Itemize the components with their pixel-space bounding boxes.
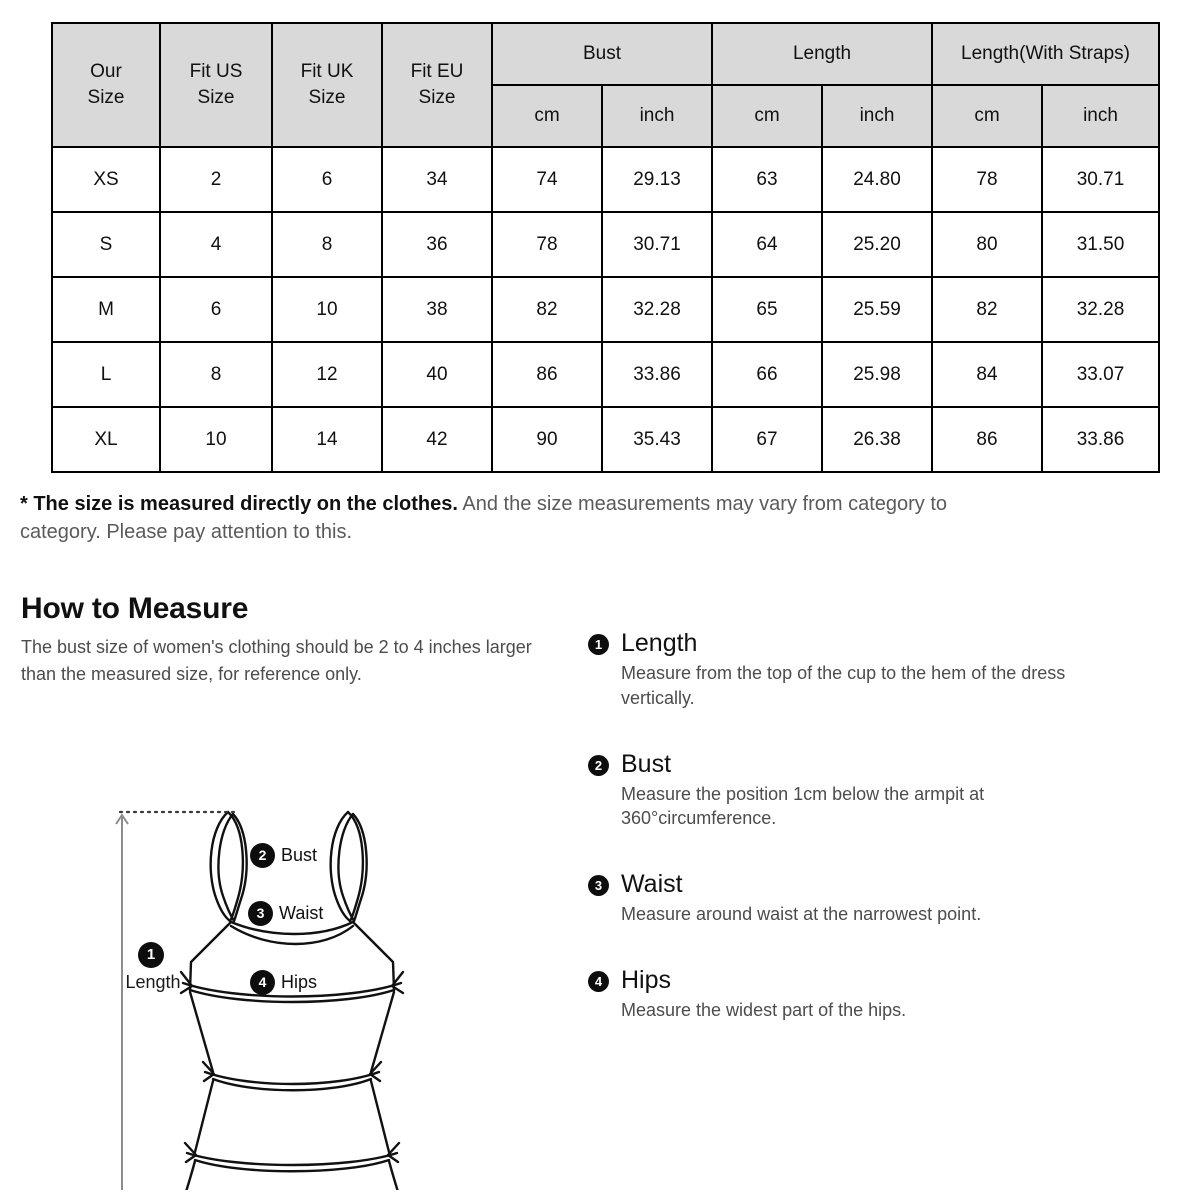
header-fit-us-size: Fit US Size bbox=[160, 23, 272, 147]
cell-bust-inch: 29.13 bbox=[602, 147, 712, 212]
step-title: Length bbox=[621, 629, 698, 657]
measure-step-bust bbox=[588, 751, 1118, 832]
step-number-badge-icon: 1 bbox=[588, 634, 609, 655]
cell-straps-inch: 33.07 bbox=[1042, 342, 1159, 407]
step-number-badge-icon: 2 bbox=[588, 755, 609, 776]
measure-step-length bbox=[588, 630, 1118, 711]
step-description: Measure the position 1cm below the armpit at 360°circumference. bbox=[621, 783, 985, 829]
table-row bbox=[52, 212, 1159, 277]
table-row bbox=[52, 277, 1159, 342]
how-to-measure-title: How to Measure bbox=[21, 592, 249, 625]
header-fit-uk-size: Fit UK Size bbox=[272, 23, 382, 147]
cell-us: 4 bbox=[160, 212, 272, 277]
cell-straps-cm: 80 bbox=[932, 212, 1042, 277]
cell-straps-inch: 31.50 bbox=[1042, 212, 1159, 277]
cell-bust-cm: 82 bbox=[492, 277, 602, 342]
header-straps-cm: cm bbox=[932, 85, 1042, 147]
cell-length-cm: 67 bbox=[712, 407, 822, 472]
waist-band-label: Waist bbox=[279, 903, 324, 923]
cell-length-inch: 25.20 bbox=[822, 212, 932, 277]
cell-bust-cm: 78 bbox=[492, 212, 602, 277]
cell-bust-cm: 86 bbox=[492, 342, 602, 407]
cell-uk: 6 bbox=[272, 147, 382, 212]
length-dimension-badge-icon: 1 bbox=[138, 942, 164, 968]
cell-length-cm: 63 bbox=[712, 147, 822, 212]
cell-straps-inch: 30.71 bbox=[1042, 147, 1159, 212]
cell-bust-inch: 30.71 bbox=[602, 212, 712, 277]
header-our-size: Our Size bbox=[52, 23, 160, 147]
cell-straps-cm: 82 bbox=[932, 277, 1042, 342]
header-bust-inch: inch bbox=[602, 85, 712, 147]
table-row bbox=[52, 407, 1159, 472]
cell-size: L bbox=[52, 342, 160, 407]
header-length-cm: cm bbox=[712, 85, 822, 147]
cell-length-cm: 65 bbox=[712, 277, 822, 342]
cell-size: M bbox=[52, 277, 160, 342]
step-description: Measure around waist at the narrowest point. bbox=[621, 904, 982, 925]
length-dimension-label: Length bbox=[125, 972, 181, 992]
cell-eu: 34 bbox=[382, 147, 492, 212]
cell-eu: 42 bbox=[382, 407, 492, 472]
measure-steps-list bbox=[588, 630, 1118, 1023]
size-table-container bbox=[51, 22, 1152, 473]
cell-straps-cm: 86 bbox=[932, 407, 1042, 472]
table-row bbox=[52, 342, 1159, 407]
bust-band-label: Bust bbox=[281, 845, 318, 865]
step-title: Hips bbox=[621, 966, 672, 995]
cell-straps-cm: 78 bbox=[932, 147, 1042, 212]
hips-band-badge-icon: 4 bbox=[250, 970, 275, 995]
waist-band-badge-icon: 3 bbox=[248, 901, 273, 926]
measure-step-hips bbox=[588, 967, 1118, 1023]
cell-length-cm: 66 bbox=[712, 342, 822, 407]
step-title: Bust bbox=[621, 749, 672, 778]
bust-band-badge-icon: 2 bbox=[250, 843, 275, 868]
step-number-badge-icon: 4 bbox=[588, 971, 609, 992]
cell-bust-inch: 35.43 bbox=[602, 407, 712, 472]
cell-bust-cm: 90 bbox=[492, 407, 602, 472]
cell-length-inch: 26.38 bbox=[822, 407, 932, 472]
cell-uk: 14 bbox=[272, 407, 382, 472]
cell-straps-cm: 84 bbox=[932, 342, 1042, 407]
size-note-bold: * The size is measured directly on the clothes. bbox=[20, 493, 458, 515]
cell-uk: 8 bbox=[272, 212, 382, 277]
size-table bbox=[51, 22, 1160, 473]
header-bust-cm: cm bbox=[492, 85, 602, 147]
cell-length-inch: 24.80 bbox=[822, 147, 932, 212]
table-body bbox=[52, 147, 1159, 472]
cell-us: 8 bbox=[160, 342, 272, 407]
cell-bust-inch: 32.28 bbox=[602, 277, 712, 342]
cell-size: S bbox=[52, 212, 160, 277]
cell-us: 10 bbox=[160, 407, 272, 472]
hips-band-label: Hips bbox=[281, 972, 318, 992]
cell-bust-cm: 74 bbox=[492, 147, 602, 212]
step-number-badge-icon: 3 bbox=[588, 875, 609, 896]
cell-length-inch: 25.59 bbox=[822, 277, 932, 342]
dress-diagram bbox=[95, 700, 495, 1190]
cell-eu: 40 bbox=[382, 342, 492, 407]
measure-step-waist bbox=[588, 871, 1118, 927]
cell-eu: 38 bbox=[382, 277, 492, 342]
header-length-inch: inch bbox=[822, 85, 932, 147]
header-bust-group: Bust bbox=[492, 23, 712, 85]
cell-size: XS bbox=[52, 147, 160, 212]
header-length-with-straps-group: Length(With Straps) bbox=[932, 23, 1159, 85]
header-straps-inch: inch bbox=[1042, 85, 1159, 147]
step-title: Waist bbox=[621, 870, 683, 899]
cell-eu: 36 bbox=[382, 212, 492, 277]
table-header bbox=[52, 23, 1159, 147]
header-length-group: Length bbox=[712, 23, 932, 85]
size-note-rest: And the size measurements may vary from category to category. Please pay attention to this. bbox=[20, 493, 948, 544]
cell-straps-inch: 32.28 bbox=[1042, 277, 1159, 342]
table-row bbox=[52, 147, 1159, 212]
step-description: Measure the widest part of the hips. bbox=[621, 1000, 907, 1021]
header-fit-eu-size: Fit EU Size bbox=[382, 23, 492, 147]
cell-length-cm: 64 bbox=[712, 212, 822, 277]
cell-uk: 10 bbox=[272, 277, 382, 342]
cell-length-inch: 25.98 bbox=[822, 342, 932, 407]
size-note bbox=[20, 490, 950, 547]
how-to-measure-subtitle: The bust size of women's clothing should be 2 to 4 inches larger than the measured size, for reference only. bbox=[21, 637, 532, 684]
cell-bust-inch: 33.86 bbox=[602, 342, 712, 407]
cell-uk: 12 bbox=[272, 342, 382, 407]
cell-us: 6 bbox=[160, 277, 272, 342]
step-description: Measure from the top of the cup to the hem of the dress vertically. bbox=[621, 663, 1066, 708]
header-row-groups bbox=[52, 23, 1159, 85]
cell-size: XL bbox=[52, 407, 160, 472]
cell-straps-inch: 33.86 bbox=[1042, 407, 1159, 472]
cell-us: 2 bbox=[160, 147, 272, 212]
